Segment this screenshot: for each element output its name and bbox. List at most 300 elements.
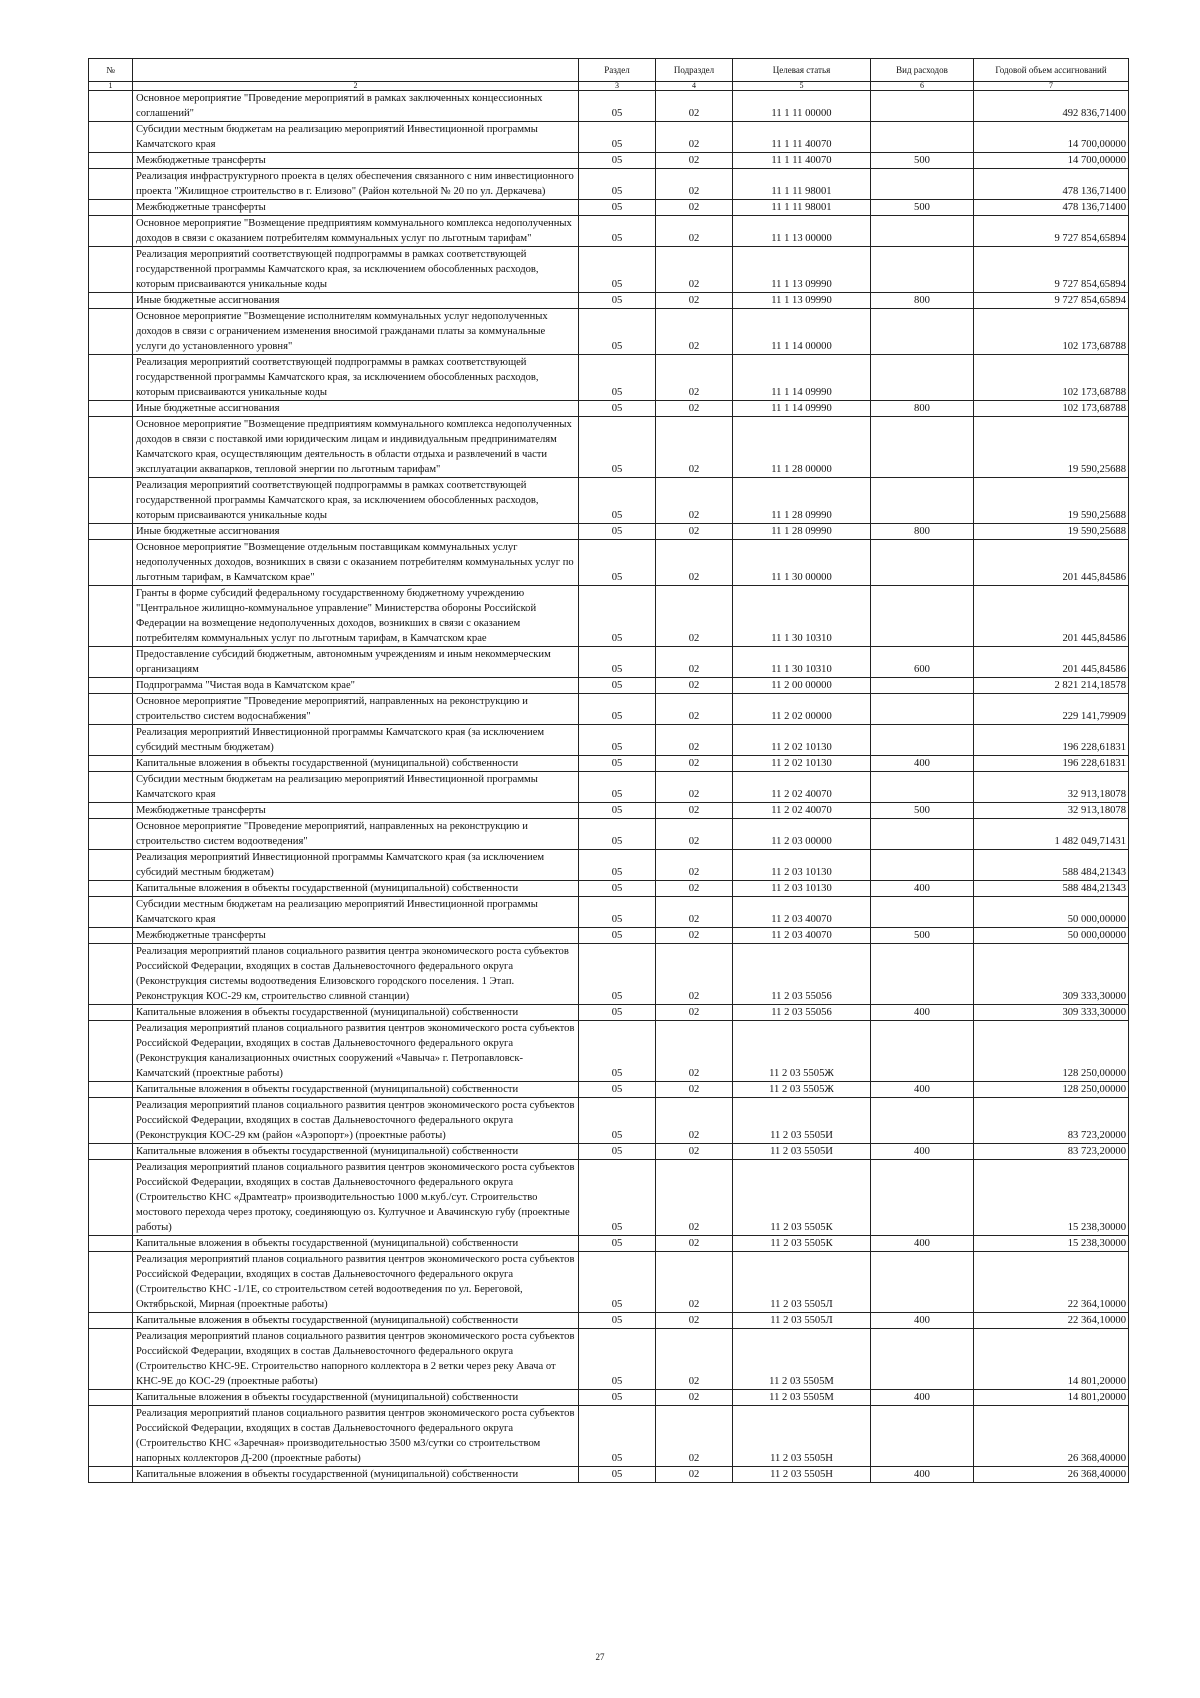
row-podrazdel-cell: 02	[656, 944, 733, 1005]
row-target-article-cell: 11 2 02 00000	[733, 694, 871, 725]
page-number: 27	[595, 1652, 605, 1662]
row-razdel-cell: 05	[579, 1005, 656, 1021]
table-row	[89, 694, 1129, 725]
row-name-cell: Иные бюджетные ассигнования	[133, 293, 579, 309]
row-podrazdel-cell: 02	[656, 881, 733, 897]
row-podrazdel-cell: 02	[656, 540, 733, 586]
row-expense-type-cell	[871, 91, 974, 122]
row-podrazdel-cell: 02	[656, 1329, 733, 1390]
row-target-article-cell: 11 2 03 10130	[733, 850, 871, 881]
row-number-cell	[89, 417, 133, 478]
row-amount-cell: 83 723,20000	[974, 1098, 1129, 1144]
row-target-article-cell: 11 2 02 10130	[733, 756, 871, 772]
row-name-cell: Реализация мероприятий планов социального развития центров экономического роста субъектов Российской Федерации, входящих в состав Дальневосточного федерального округа (Реконструкция канализационных очистных сооружений «Чавыча» г. Петропавловск-Камчатский (проектные работы)	[133, 1021, 579, 1082]
row-amount-cell: 128 250,00000	[974, 1021, 1129, 1082]
col-header-razdel: Раздел	[579, 59, 656, 82]
row-name-cell: Субсидии местным бюджетам на реализацию мероприятий Инвестиционной программы Камчатского края	[133, 122, 579, 153]
row-name-cell: Межбюджетные трансферты	[133, 200, 579, 216]
row-razdel-cell: 05	[579, 1082, 656, 1098]
row-target-article-cell: 11 2 03 5505М	[733, 1390, 871, 1406]
row-target-article-cell: 11 2 03 40070	[733, 928, 871, 944]
table-row	[89, 803, 1129, 819]
row-amount-cell: 9 727 854,65894	[974, 216, 1129, 247]
budget-table	[88, 58, 1129, 1483]
table-row	[89, 1144, 1129, 1160]
row-amount-cell: 201 445,84586	[974, 540, 1129, 586]
row-expense-type-cell: 600	[871, 647, 974, 678]
row-podrazdel-cell: 02	[656, 355, 733, 401]
row-razdel-cell: 05	[579, 647, 656, 678]
row-target-article-cell: 11 2 03 5505И	[733, 1098, 871, 1144]
row-name-cell: Основное мероприятие "Возмещение предприятиям коммунального комплекса недополученных доходов в связи с оказанием потребителям коммунальных услуг по льготным тарифам"	[133, 216, 579, 247]
row-number-cell	[89, 478, 133, 524]
row-target-article-cell: 11 1 13 00000	[733, 216, 871, 247]
row-razdel-cell: 05	[579, 401, 656, 417]
row-razdel-cell: 05	[579, 1329, 656, 1390]
col-number-2: 2	[133, 82, 579, 91]
row-amount-cell: 492 836,71400	[974, 91, 1129, 122]
row-name-cell: Межбюджетные трансферты	[133, 928, 579, 944]
row-name-cell: Основное мероприятие "Возмещение предприятиям коммунального комплекса недополученных доходов в связи с поставкой ими юридическим лицам и индивидуальным предпринимателям Камчатского края, осуществляющим деятельность в области отдыха и развлечений в части эксплуатации аквапарков, тепловой энергии по льготным тарифам"	[133, 417, 579, 478]
row-amount-cell: 14 700,00000	[974, 153, 1129, 169]
row-number-cell	[89, 897, 133, 928]
row-number-cell	[89, 1329, 133, 1390]
table-row	[89, 1021, 1129, 1082]
row-amount-cell: 128 250,00000	[974, 1082, 1129, 1098]
row-razdel-cell: 05	[579, 850, 656, 881]
row-number-cell	[89, 756, 133, 772]
row-number-cell	[89, 819, 133, 850]
row-expense-type-cell: 500	[871, 153, 974, 169]
row-podrazdel-cell: 02	[656, 1467, 733, 1483]
table-row	[89, 944, 1129, 1005]
row-amount-cell: 22 364,10000	[974, 1313, 1129, 1329]
row-name-cell: Иные бюджетные ассигнования	[133, 401, 579, 417]
budget-table-sheet	[88, 58, 1128, 1483]
row-number-cell	[89, 772, 133, 803]
row-podrazdel-cell: 02	[656, 756, 733, 772]
row-razdel-cell: 05	[579, 1406, 656, 1467]
row-expense-type-cell	[871, 1329, 974, 1390]
row-razdel-cell: 05	[579, 803, 656, 819]
row-expense-type-cell: 400	[871, 1144, 974, 1160]
table-row	[89, 122, 1129, 153]
row-razdel-cell: 05	[579, 216, 656, 247]
table-row	[89, 1252, 1129, 1313]
row-name-cell: Реализация мероприятий планов социального развития центров экономического роста субъектов Российской Федерации, входящих в состав Дальневосточного федерального округа (Строительство КНС «Заречная» производительностью 3500 м3/сутки со строительством напорных коллекторов Д-200 (проектные работы)	[133, 1406, 579, 1467]
row-target-article-cell: 11 1 11 40070	[733, 153, 871, 169]
row-name-cell: Основное мероприятие "Проведение мероприятий в рамках заключенных концессионных соглашений"	[133, 91, 579, 122]
row-razdel-cell: 05	[579, 247, 656, 293]
row-podrazdel-cell: 02	[656, 772, 733, 803]
row-target-article-cell: 11 2 03 5505Н	[733, 1406, 871, 1467]
row-podrazdel-cell: 02	[656, 1082, 733, 1098]
row-razdel-cell: 05	[579, 540, 656, 586]
row-number-cell	[89, 586, 133, 647]
row-razdel-cell: 05	[579, 819, 656, 850]
header-row	[89, 59, 1129, 82]
table-row	[89, 153, 1129, 169]
row-podrazdel-cell: 02	[656, 1098, 733, 1144]
row-number-cell	[89, 1406, 133, 1467]
row-razdel-cell: 05	[579, 1467, 656, 1483]
row-number-cell	[89, 1160, 133, 1236]
row-name-cell: Межбюджетные трансферты	[133, 153, 579, 169]
table-row	[89, 293, 1129, 309]
row-podrazdel-cell: 02	[656, 1005, 733, 1021]
col-number-3: 3	[579, 82, 656, 91]
row-name-cell: Основное мероприятие "Проведение мероприятий, направленных на реконструкцию и строительство систем водоснабжения"	[133, 694, 579, 725]
table-row	[89, 819, 1129, 850]
col-header-name	[133, 59, 579, 82]
row-podrazdel-cell: 02	[656, 1021, 733, 1082]
row-podrazdel-cell: 02	[656, 678, 733, 694]
row-target-article-cell: 11 2 03 10130	[733, 881, 871, 897]
row-number-cell	[89, 293, 133, 309]
table-row	[89, 881, 1129, 897]
row-expense-type-cell: 400	[871, 1390, 974, 1406]
table-row	[89, 928, 1129, 944]
row-podrazdel-cell: 02	[656, 1236, 733, 1252]
row-name-cell: Капитальные вложения в объекты государственной (муниципальной) собственности	[133, 1005, 579, 1021]
row-name-cell: Реализация мероприятий Инвестиционной программы Камчатского края (за исключением субсидий местным бюджетам)	[133, 725, 579, 756]
row-number-cell	[89, 928, 133, 944]
row-name-cell: Капитальные вложения в объекты государственной (муниципальной) собственности	[133, 881, 579, 897]
table-row	[89, 725, 1129, 756]
row-expense-type-cell	[871, 355, 974, 401]
row-razdel-cell: 05	[579, 293, 656, 309]
row-number-cell	[89, 694, 133, 725]
row-razdel-cell: 05	[579, 1021, 656, 1082]
row-expense-type-cell: 800	[871, 401, 974, 417]
row-expense-type-cell	[871, 772, 974, 803]
row-expense-type-cell: 400	[871, 1005, 974, 1021]
row-amount-cell: 1 482 049,71431	[974, 819, 1129, 850]
table-body	[89, 91, 1129, 1483]
row-podrazdel-cell: 02	[656, 1313, 733, 1329]
row-target-article-cell: 11 2 03 40070	[733, 897, 871, 928]
col-header-target-article: Целевая статья	[733, 59, 871, 82]
row-amount-cell: 19 590,25688	[974, 478, 1129, 524]
row-amount-cell: 2 821 214,18578	[974, 678, 1129, 694]
row-expense-type-cell	[871, 725, 974, 756]
row-razdel-cell: 05	[579, 1390, 656, 1406]
row-number-cell	[89, 1082, 133, 1098]
row-razdel-cell: 05	[579, 1144, 656, 1160]
table-row	[89, 756, 1129, 772]
row-number-cell	[89, 944, 133, 1005]
row-podrazdel-cell: 02	[656, 216, 733, 247]
row-number-cell	[89, 881, 133, 897]
col-number-5: 5	[733, 82, 871, 91]
row-number-cell	[89, 1313, 133, 1329]
table-row	[89, 1390, 1129, 1406]
row-razdel-cell: 05	[579, 944, 656, 1005]
row-expense-type-cell	[871, 540, 974, 586]
row-razdel-cell: 05	[579, 928, 656, 944]
row-podrazdel-cell: 02	[656, 1252, 733, 1313]
row-number-cell	[89, 540, 133, 586]
table-row	[89, 169, 1129, 200]
row-number-cell	[89, 122, 133, 153]
row-podrazdel-cell: 02	[656, 169, 733, 200]
row-podrazdel-cell: 02	[656, 647, 733, 678]
row-number-cell	[89, 309, 133, 355]
row-amount-cell: 478 136,71400	[974, 169, 1129, 200]
row-name-cell: Капитальные вложения в объекты государственной (муниципальной) собственности	[133, 1467, 579, 1483]
row-name-cell: Подпрограмма "Чистая вода в Камчатском крае"	[133, 678, 579, 694]
row-razdel-cell: 05	[579, 1098, 656, 1144]
row-podrazdel-cell: 02	[656, 401, 733, 417]
row-podrazdel-cell: 02	[656, 1406, 733, 1467]
row-amount-cell: 309 333,30000	[974, 1005, 1129, 1021]
row-expense-type-cell: 400	[871, 881, 974, 897]
row-razdel-cell: 05	[579, 1252, 656, 1313]
row-amount-cell: 588 484,21343	[974, 850, 1129, 881]
row-target-article-cell: 11 1 14 09990	[733, 355, 871, 401]
row-target-article-cell: 11 1 28 09990	[733, 478, 871, 524]
row-expense-type-cell	[871, 247, 974, 293]
row-expense-type-cell	[871, 678, 974, 694]
row-target-article-cell: 11 2 03 55056	[733, 944, 871, 1005]
row-expense-type-cell	[871, 309, 974, 355]
row-podrazdel-cell: 02	[656, 153, 733, 169]
row-expense-type-cell	[871, 478, 974, 524]
row-amount-cell: 83 723,20000	[974, 1144, 1129, 1160]
row-razdel-cell: 05	[579, 355, 656, 401]
col-header-number: №	[89, 59, 133, 82]
table-row	[89, 309, 1129, 355]
row-target-article-cell: 11 2 03 5505К	[733, 1160, 871, 1236]
row-podrazdel-cell: 02	[656, 928, 733, 944]
row-target-article-cell: 11 2 02 10130	[733, 725, 871, 756]
row-amount-cell: 32 913,18078	[974, 772, 1129, 803]
row-name-cell: Реализация мероприятий планов социального развития центров экономического роста субъектов Российской Федерации, входящих в состав Дальневосточного федерального округа (Строительство КНС -1/1Е, со строительством сетей водоотведения по ул. Береговой, Октябрьской, Мирная (проектные работы)	[133, 1252, 579, 1313]
row-number-cell	[89, 216, 133, 247]
row-name-cell: Основное мероприятие "Возмещение исполнителям коммунальных услуг недополученных доходов в связи с ограничением изменения вносимой гражданами платы за коммунальные услуги до установленного уровня"	[133, 309, 579, 355]
table-row	[89, 478, 1129, 524]
table-row	[89, 1406, 1129, 1467]
table-row	[89, 678, 1129, 694]
table-row	[89, 1313, 1129, 1329]
row-target-article-cell: 11 2 03 5505К	[733, 1236, 871, 1252]
row-name-cell: Реализация мероприятий планов социального развития центров экономического роста субъектов Российской Федерации, входящих в состав Дальневосточного федерального округа (Строительство КНС-9Е. Строительство напорного коллектора в 2 ветки через реку Авача от КНС-9Е до КОС-29 (проектные работы)	[133, 1329, 579, 1390]
table-row	[89, 772, 1129, 803]
row-target-article-cell: 11 1 11 40070	[733, 122, 871, 153]
col-number-1: 1	[89, 82, 133, 91]
row-name-cell: Капитальные вложения в объекты государственной (муниципальной) собственности	[133, 1082, 579, 1098]
row-podrazdel-cell: 02	[656, 524, 733, 540]
row-razdel-cell: 05	[579, 200, 656, 216]
row-name-cell: Реализация мероприятий Инвестиционной программы Камчатского края (за исключением субсидий местным бюджетам)	[133, 850, 579, 881]
row-expense-type-cell	[871, 694, 974, 725]
row-target-article-cell: 11 2 03 5505Л	[733, 1252, 871, 1313]
row-razdel-cell: 05	[579, 1313, 656, 1329]
row-name-cell: Субсидии местным бюджетам на реализацию мероприятий Инвестиционной программы Камчатского края	[133, 897, 579, 928]
row-expense-type-cell: 400	[871, 1313, 974, 1329]
row-name-cell: Реализация мероприятий планов социального развития центров экономического роста субъектов Российской Федерации, входящих в состав Дальневосточного федерального округа (Строительство КНС «Драмтеатр» производительностью 1000 м.куб./сут. Строительство мостового перехода через протоку, соединяющую оз. Култучное и Авачинскую губу (проектные работы)	[133, 1160, 579, 1236]
row-target-article-cell: 11 1 14 00000	[733, 309, 871, 355]
row-amount-cell: 26 368,40000	[974, 1406, 1129, 1467]
row-target-article-cell: 11 2 03 5505И	[733, 1144, 871, 1160]
row-name-cell: Субсидии местным бюджетам на реализацию мероприятий Инвестиционной программы Камчатского края	[133, 772, 579, 803]
row-razdel-cell: 05	[579, 772, 656, 803]
row-target-article-cell: 11 1 30 10310	[733, 586, 871, 647]
row-razdel-cell: 05	[579, 122, 656, 153]
row-razdel-cell: 05	[579, 897, 656, 928]
row-podrazdel-cell: 02	[656, 725, 733, 756]
row-podrazdel-cell: 02	[656, 1144, 733, 1160]
row-razdel-cell: 05	[579, 678, 656, 694]
row-amount-cell: 309 333,30000	[974, 944, 1129, 1005]
row-number-cell	[89, 1021, 133, 1082]
col-header-expense-type: Вид расходов	[871, 59, 974, 82]
row-expense-type-cell	[871, 122, 974, 153]
table-row	[89, 850, 1129, 881]
row-target-article-cell: 11 1 28 09990	[733, 524, 871, 540]
row-amount-cell: 14 801,20000	[974, 1390, 1129, 1406]
row-razdel-cell: 05	[579, 1160, 656, 1236]
row-number-cell	[89, 200, 133, 216]
table-row	[89, 586, 1129, 647]
row-name-cell: Реализация мероприятий соответствующей подпрограммы в рамках соответствующей государственной программы Камчатского края, за исключением обособленных расходов, которым присваиваются уникальные коды	[133, 247, 579, 293]
row-number-cell	[89, 850, 133, 881]
row-expense-type-cell: 400	[871, 1467, 974, 1483]
row-amount-cell: 102 173,68788	[974, 401, 1129, 417]
row-razdel-cell: 05	[579, 417, 656, 478]
row-podrazdel-cell: 02	[656, 478, 733, 524]
row-number-cell	[89, 401, 133, 417]
table-row	[89, 355, 1129, 401]
row-target-article-cell: 11 2 03 00000	[733, 819, 871, 850]
row-number-cell	[89, 1098, 133, 1144]
row-number-cell	[89, 803, 133, 819]
table-row	[89, 401, 1129, 417]
row-target-article-cell: 11 1 13 09990	[733, 293, 871, 309]
row-name-cell: Капитальные вложения в объекты государственной (муниципальной) собственности	[133, 1313, 579, 1329]
row-number-cell	[89, 169, 133, 200]
row-amount-cell: 26 368,40000	[974, 1467, 1129, 1483]
row-amount-cell: 50 000,00000	[974, 928, 1129, 944]
row-razdel-cell: 05	[579, 1236, 656, 1252]
row-number-cell	[89, 678, 133, 694]
row-expense-type-cell	[871, 944, 974, 1005]
row-amount-cell: 14 801,20000	[974, 1329, 1129, 1390]
row-razdel-cell: 05	[579, 153, 656, 169]
row-expense-type-cell	[871, 586, 974, 647]
col-header-podrazdel: Подраздел	[656, 59, 733, 82]
row-expense-type-cell	[871, 1406, 974, 1467]
row-razdel-cell: 05	[579, 524, 656, 540]
row-amount-cell: 32 913,18078	[974, 803, 1129, 819]
row-amount-cell: 9 727 854,65894	[974, 293, 1129, 309]
row-name-cell: Предоставление субсидий бюджетным, автономным учреждениям и иным некоммерческим организациям	[133, 647, 579, 678]
row-name-cell: Реализация инфраструктурного проекта в целях обеспечения связанного с ним инвестиционного проекта "Жилищное строительство в г. Елизово" (Район котельной № 20 по ул. Деркачева)	[133, 169, 579, 200]
row-expense-type-cell: 400	[871, 756, 974, 772]
row-razdel-cell: 05	[579, 881, 656, 897]
row-expense-type-cell	[871, 169, 974, 200]
row-number-cell	[89, 1005, 133, 1021]
row-amount-cell: 14 700,00000	[974, 122, 1129, 153]
row-number-cell	[89, 1252, 133, 1313]
row-number-cell	[89, 1467, 133, 1483]
row-razdel-cell: 05	[579, 91, 656, 122]
row-expense-type-cell: 400	[871, 1236, 974, 1252]
row-expense-type-cell	[871, 216, 974, 247]
row-amount-cell: 196 228,61831	[974, 756, 1129, 772]
row-amount-cell: 15 238,30000	[974, 1160, 1129, 1236]
row-target-article-cell: 11 2 03 5505Н	[733, 1467, 871, 1483]
row-razdel-cell: 05	[579, 169, 656, 200]
row-expense-type-cell	[871, 1160, 974, 1236]
row-expense-type-cell: 400	[871, 1082, 974, 1098]
row-number-cell	[89, 153, 133, 169]
row-expense-type-cell	[871, 897, 974, 928]
col-number-4: 4	[656, 82, 733, 91]
row-number-cell	[89, 355, 133, 401]
row-amount-cell: 15 238,30000	[974, 1236, 1129, 1252]
row-name-cell: Основное мероприятие "Возмещение отдельным поставщикам коммунальных услуг недополученных доходов, возникших в связи с оказанием потребителям коммунальных услуг по льготным тарифам, в Камчатском крае"	[133, 540, 579, 586]
row-number-cell	[89, 725, 133, 756]
row-target-article-cell: 11 1 30 10310	[733, 647, 871, 678]
table-row	[89, 897, 1129, 928]
col-number-7: 7	[974, 82, 1129, 91]
table-row	[89, 200, 1129, 216]
row-podrazdel-cell: 02	[656, 694, 733, 725]
row-amount-cell: 229 141,79909	[974, 694, 1129, 725]
row-expense-type-cell: 500	[871, 200, 974, 216]
column-number-row	[89, 82, 1129, 91]
row-number-cell	[89, 1236, 133, 1252]
row-expense-type-cell	[871, 850, 974, 881]
row-amount-cell: 19 590,25688	[974, 524, 1129, 540]
row-target-article-cell: 11 1 14 09990	[733, 401, 871, 417]
row-amount-cell: 9 727 854,65894	[974, 247, 1129, 293]
row-name-cell: Иные бюджетные ассигнования	[133, 524, 579, 540]
row-name-cell: Реализация мероприятий планов социального развития центров экономического роста субъектов Российской Федерации, входящих в состав Дальневосточного федерального округа (Реконструкция КОС-29 км (район «Аэропорт») (проектные работы)	[133, 1098, 579, 1144]
row-name-cell: Реализация мероприятий соответствующей подпрограммы в рамках соответствующей государственной программы Камчатского края, за исключением обособленных расходов, которым присваиваются уникальные коды	[133, 478, 579, 524]
row-amount-cell: 102 173,68788	[974, 355, 1129, 401]
row-name-cell: Реализация мероприятий соответствующей подпрограммы в рамках соответствующей государственной программы Камчатского края, за исключением обособленных расходов, которым присваиваются уникальные коды	[133, 355, 579, 401]
table-row	[89, 524, 1129, 540]
row-amount-cell: 196 228,61831	[974, 725, 1129, 756]
row-amount-cell: 102 173,68788	[974, 309, 1129, 355]
row-podrazdel-cell: 02	[656, 1390, 733, 1406]
row-expense-type-cell	[871, 1021, 974, 1082]
row-podrazdel-cell: 02	[656, 91, 733, 122]
row-target-article-cell: 11 1 28 00000	[733, 417, 871, 478]
table-row	[89, 216, 1129, 247]
row-razdel-cell: 05	[579, 756, 656, 772]
row-razdel-cell: 05	[579, 586, 656, 647]
table-row	[89, 1467, 1129, 1483]
row-razdel-cell: 05	[579, 725, 656, 756]
row-target-article-cell: 11 1 13 09990	[733, 247, 871, 293]
row-podrazdel-cell: 02	[656, 200, 733, 216]
row-name-cell: Гранты в форме субсидий федеральному государственному бюджетному учреждению "Центральное жилищно-коммунальное управление" Министерства обороны Российской Федерации на возмещение недополученных доходов, возникших в связи с оказанием потребителям коммунальных услуг по льготным тарифам, в Камчатском крае	[133, 586, 579, 647]
table-row	[89, 417, 1129, 478]
row-name-cell: Капитальные вложения в объекты государственной (муниципальной) собственности	[133, 756, 579, 772]
row-name-cell: Капитальные вложения в объекты государственной (муниципальной) собственности	[133, 1144, 579, 1160]
table-row	[89, 91, 1129, 122]
row-amount-cell: 50 000,00000	[974, 897, 1129, 928]
row-target-article-cell: 11 2 02 40070	[733, 803, 871, 819]
row-amount-cell: 201 445,84586	[974, 586, 1129, 647]
row-expense-type-cell: 500	[871, 803, 974, 819]
row-number-cell	[89, 91, 133, 122]
row-amount-cell: 22 364,10000	[974, 1252, 1129, 1313]
row-target-article-cell: 11 2 00 00000	[733, 678, 871, 694]
